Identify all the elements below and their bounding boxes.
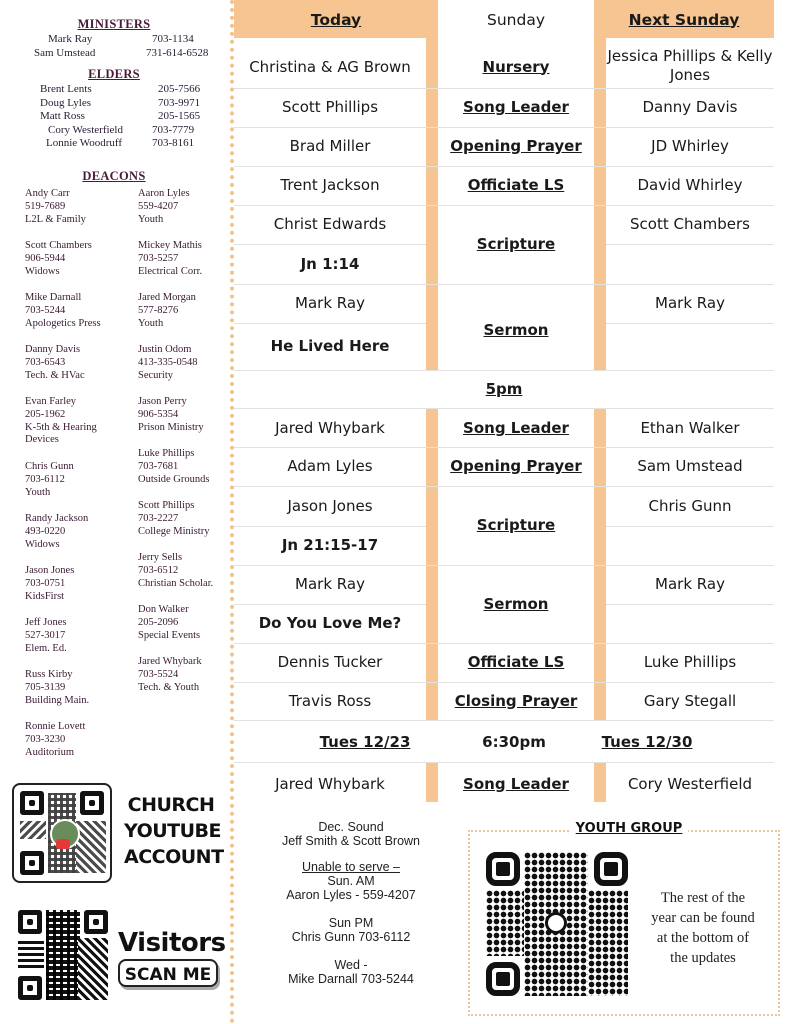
deacons-title: DEACONS bbox=[82, 169, 146, 183]
qr-pattern bbox=[588, 890, 628, 996]
role-scripture: Scripture bbox=[476, 235, 556, 253]
deacon-entry: Russ Kirby 705-3139 Building Main. bbox=[25, 669, 90, 706]
qr-finder-icon bbox=[18, 976, 42, 1000]
youth-note: The rest of the year can be found at the bottom of the updates bbox=[651, 890, 755, 966]
qr-finder-icon bbox=[486, 852, 520, 886]
today-scripture-ref: Jn 21:15-17 bbox=[281, 536, 379, 554]
role-sermon: Sermon bbox=[483, 594, 549, 613]
sun-pm-contact: Chris Gunn 703-6112 bbox=[291, 930, 411, 944]
next-cell: David Whirley bbox=[637, 176, 743, 194]
deacon-entry: Jason Perry 906-5354 Prison Ministry bbox=[138, 396, 204, 433]
role-nursery: Nursery bbox=[482, 57, 550, 76]
row-divider bbox=[234, 720, 774, 721]
sound-title: Dec. Sound bbox=[318, 820, 384, 834]
deacon-entry: Ronnie Lovett 703-3230 Auditorium bbox=[25, 721, 86, 758]
deacon-entry: Jared Morgan 577-8276 Youth bbox=[138, 292, 196, 329]
qr-finder-icon bbox=[84, 910, 108, 934]
qr-finder-icon bbox=[594, 852, 628, 886]
header-next-sunday: Next Sunday bbox=[628, 10, 740, 29]
minister-row: Mark Ray 703-1134 bbox=[48, 33, 194, 45]
next-cell: Mark Ray bbox=[655, 575, 725, 593]
elder-row: Brent Lents 205-7566 bbox=[40, 83, 201, 95]
sun-am-contact: Aaron Lyles - 559-4207 bbox=[286, 888, 416, 902]
role-song-leader: Song Leader bbox=[463, 98, 569, 116]
elder-row: Lonnie Woodruff 703-8161 bbox=[46, 137, 195, 149]
deacon-entry: Scott Phillips 703-2227 College Ministry bbox=[138, 500, 210, 537]
deacon-entry: Aaron Lyles 559-4207 Youth bbox=[138, 188, 190, 225]
qr-pattern bbox=[18, 938, 44, 968]
sermon-title: He Lived Here bbox=[270, 337, 390, 355]
next-cell: Danny Davis bbox=[642, 98, 738, 116]
elders-title: ELDERS bbox=[88, 67, 140, 81]
role-scripture: Scripture bbox=[476, 516, 556, 534]
next-cell: Sam Umstead bbox=[637, 457, 743, 475]
directory-column bbox=[0, 0, 228, 1024]
youth-qr-code[interactable] bbox=[486, 852, 628, 996]
role-closing-prayer: Closing Prayer bbox=[454, 691, 578, 710]
tues-date-right: Tues 12/30 bbox=[601, 732, 693, 751]
role-song-leader: Song Leader bbox=[463, 774, 569, 793]
next-cell-empty bbox=[606, 323, 774, 370]
deacon-entry: Randy Jackson 493-0220 Widows bbox=[25, 513, 89, 550]
role-officiate-ls: Officiate LS bbox=[467, 176, 565, 194]
today-cell: Dennis Tucker bbox=[277, 653, 383, 671]
elders-list bbox=[40, 83, 228, 151]
youtube-icon bbox=[56, 839, 70, 849]
sun-am-label: Sun. AM bbox=[327, 874, 375, 888]
role-opening-prayer: Opening Prayer bbox=[450, 137, 582, 155]
deacon-entry: Jason Jones 703-0751 KidsFirst bbox=[25, 565, 75, 602]
volunteer-notes bbox=[266, 820, 436, 986]
sermon-title: Do You Love Me? bbox=[258, 614, 402, 632]
deacon-entry: Jared Whybark 703-5524 Tech. & Youth bbox=[138, 656, 202, 693]
column-stripe bbox=[594, 762, 606, 802]
evening-label: 5pm bbox=[485, 379, 523, 398]
deacon-entry: Jeff Jones 527-3017 Elem. Ed. bbox=[25, 617, 67, 654]
next-cell: Luke Phillips bbox=[643, 653, 737, 671]
ministers-title: MINISTERS bbox=[77, 17, 151, 31]
qr-pattern bbox=[76, 821, 106, 873]
next-cell: Mark Ray bbox=[655, 294, 725, 312]
deacon-entry: Scott Chambers 906-5944 Widows bbox=[25, 240, 92, 277]
role-opening-prayer: Opening Prayer bbox=[450, 457, 582, 475]
today-cell: Scott Phillips bbox=[281, 98, 379, 116]
wed-contact: Mike Darnall 703-5244 bbox=[288, 972, 414, 986]
next-cell: Jessica Phillips & Kelly Jones bbox=[607, 47, 773, 84]
column-stripe bbox=[594, 408, 606, 720]
ministers-list bbox=[34, 33, 224, 60]
youth-group-title: YOUTH GROUP bbox=[570, 818, 688, 840]
role-sermon: Sermon bbox=[483, 320, 549, 339]
column-stripe bbox=[426, 762, 438, 802]
logo-b-icon bbox=[545, 912, 567, 934]
column-stripe bbox=[426, 408, 438, 720]
today-cell: Adam Lyles bbox=[287, 457, 373, 475]
header-sunday: Sunday bbox=[487, 10, 545, 29]
next-cell: JD Whirley bbox=[651, 137, 729, 155]
scan-me-button[interactable]: SCAN ME bbox=[118, 959, 218, 987]
today-cell: Brad Miller bbox=[289, 137, 371, 155]
deacon-entry: Danny Davis 703-6543 Tech. & HVac bbox=[25, 344, 85, 381]
deacon-entry: Mickey Mathis 703-5257 Electrical Corr. bbox=[138, 240, 203, 277]
today-cell: Mark Ray bbox=[295, 294, 365, 312]
next-cell: Scott Chambers bbox=[630, 215, 750, 233]
deacon-entry: Chris Gunn 703-6112 Youth bbox=[25, 461, 74, 498]
elder-row: Cory Westerfield 703-7779 bbox=[48, 123, 195, 136]
row-divider bbox=[234, 762, 774, 763]
role-song-leader: Song Leader bbox=[463, 419, 569, 437]
next-cell: Cory Westerfield bbox=[627, 774, 753, 793]
deacon-entry: Don Walker 205-2096 Special Events bbox=[138, 604, 201, 641]
elder-row: Doug Lyles 703-9971 bbox=[40, 96, 201, 109]
sound-names: Jeff Smith & Scott Brown bbox=[281, 834, 421, 848]
today-cell: Mark Ray bbox=[295, 575, 365, 593]
qr-pattern bbox=[20, 821, 46, 839]
qr-finder-icon bbox=[20, 851, 44, 875]
today-cell: Jared Whybark bbox=[275, 774, 385, 793]
today-scripture-ref: Jn 1:14 bbox=[300, 254, 360, 273]
today-cell: Christ Edwards bbox=[273, 215, 387, 233]
qr-finder-icon bbox=[20, 791, 44, 815]
deacon-entry: Evan Farley 205-1962 K-5th & Hearing Devices bbox=[25, 396, 97, 446]
unable-heading: Unable to serve – bbox=[302, 860, 400, 874]
visitors-label: Visitors bbox=[118, 928, 226, 958]
wed-label: Wed - bbox=[334, 958, 368, 972]
next-cell: Chris Gunn bbox=[648, 496, 732, 515]
next-cell-empty bbox=[606, 604, 774, 643]
next-cell-empty bbox=[606, 244, 774, 284]
today-cell: Trent Jackson bbox=[280, 176, 380, 194]
youtube-qr-code[interactable] bbox=[12, 783, 112, 883]
qr-finder-icon bbox=[80, 791, 104, 815]
row-divider bbox=[234, 408, 774, 409]
qr-pattern bbox=[486, 890, 524, 956]
today-cell: Jared Whybark bbox=[275, 419, 385, 437]
deacon-entry: Andy Carr 519-7689 L2L & Family bbox=[25, 188, 86, 225]
qr-finder-icon bbox=[18, 910, 42, 934]
sun-pm-label: Sun PM bbox=[328, 916, 374, 930]
today-cell: Travis Ross bbox=[288, 691, 372, 710]
next-cell-empty bbox=[606, 526, 774, 565]
youtube-label: CHURCH YOUTUBE ACCOUNT bbox=[124, 794, 224, 868]
deacon-entry: Jerry Sells 703-6512 Christian Scholar. bbox=[138, 552, 214, 589]
today-cell: Christina & AG Brown bbox=[249, 57, 411, 76]
tues-date-left: Tues 12/23 bbox=[319, 732, 411, 751]
role-officiate-ls: Officiate LS bbox=[467, 653, 565, 671]
today-cell: Jason Jones bbox=[287, 496, 373, 515]
deacon-entry: Luke Phillips 703-7681 Outside Grounds bbox=[138, 448, 210, 485]
deacon-entry: Justin Odom 413-335-0548 Security bbox=[138, 344, 198, 381]
qr-pattern bbox=[46, 910, 80, 1000]
next-cell: Ethan Walker bbox=[640, 419, 740, 437]
header-today: Today bbox=[310, 10, 362, 29]
elder-row: Matt Ross 205-1565 bbox=[40, 110, 201, 122]
qr-finder-icon bbox=[486, 962, 520, 996]
minister-row: Sam Umstead 731-614-6528 bbox=[34, 46, 209, 59]
next-cell: Gary Stegall bbox=[643, 691, 737, 710]
qr-pattern bbox=[78, 938, 108, 1000]
visitors-qr-code[interactable] bbox=[16, 908, 110, 1002]
tues-time: 6:30pm bbox=[482, 732, 546, 751]
deacon-entry: Mike Darnall 703-5244 Apologetics Press bbox=[25, 292, 101, 329]
